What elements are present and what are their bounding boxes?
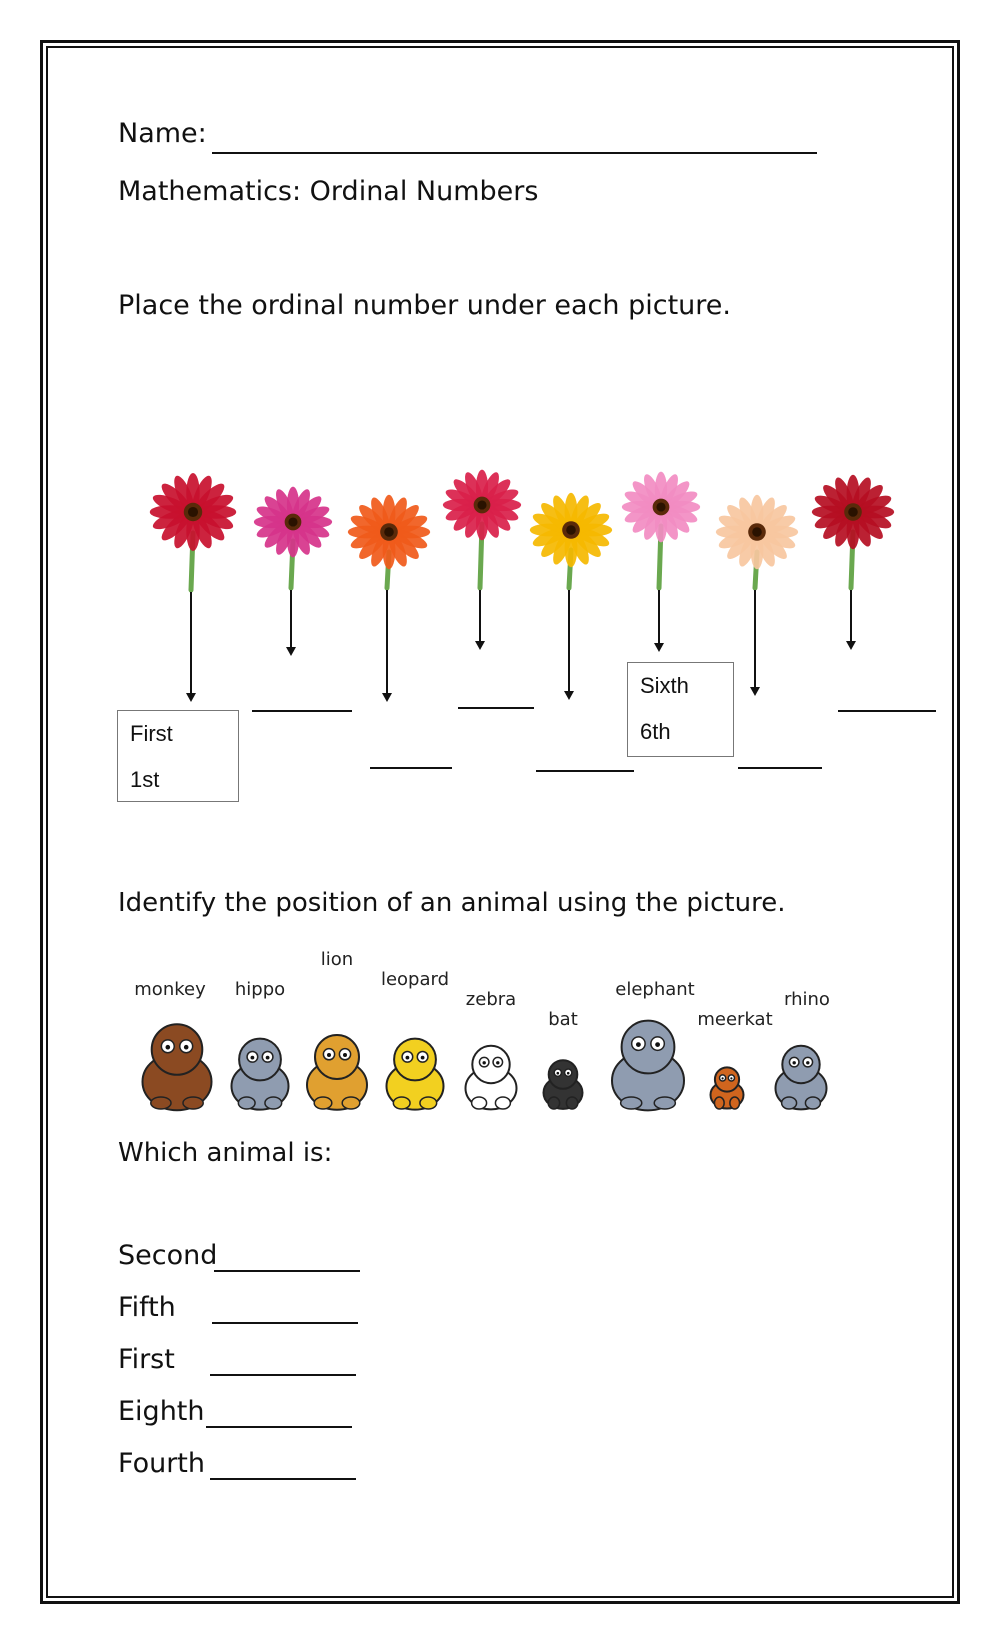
animal-label: elephant bbox=[615, 979, 695, 1000]
flower-answer-2[interactable] bbox=[252, 710, 352, 712]
subject-title: Mathematics: Ordinal Numbers bbox=[118, 176, 539, 207]
animal-label: meerkat bbox=[697, 1009, 773, 1030]
section2-instruction: Identify the position of an animal using the picture. bbox=[118, 888, 786, 918]
answer-line-eighth[interactable] bbox=[206, 1426, 352, 1428]
example-word: First bbox=[130, 721, 173, 746]
prompt-first: First bbox=[118, 1344, 175, 1375]
answer-line-first[interactable] bbox=[210, 1374, 356, 1376]
animal-label: monkey bbox=[134, 979, 206, 1000]
answer-line-fifth[interactable] bbox=[212, 1322, 358, 1324]
answer-line-second[interactable] bbox=[214, 1270, 360, 1272]
flower-2 bbox=[254, 487, 332, 588]
animal-monkey bbox=[143, 1024, 212, 1110]
question-label: Which animal is: bbox=[118, 1138, 333, 1168]
flower-answer-5[interactable] bbox=[536, 770, 634, 772]
prompt-second: Second bbox=[118, 1240, 218, 1271]
animal-label: rhino bbox=[784, 989, 830, 1010]
prompt-fourth: Fourth bbox=[118, 1448, 205, 1479]
flower-arrow-8 bbox=[846, 590, 856, 650]
flower-arrow-7 bbox=[750, 590, 760, 696]
animal-label: bat bbox=[548, 1009, 578, 1030]
animal-bat bbox=[544, 1060, 583, 1109]
flower-answer-3[interactable] bbox=[370, 767, 452, 769]
flower-1 bbox=[150, 473, 237, 590]
example-word: Sixth bbox=[640, 673, 689, 698]
page-border-inner bbox=[46, 46, 954, 1598]
animal-lion bbox=[307, 1035, 367, 1110]
flower-8 bbox=[812, 475, 894, 588]
flower-arrow-1 bbox=[186, 592, 196, 702]
flower-answer-8[interactable] bbox=[838, 710, 936, 712]
animal-label: lion bbox=[320, 949, 354, 970]
example-number: 6th bbox=[640, 719, 671, 744]
animal-label: leopard bbox=[380, 969, 450, 990]
prompt-eighth: Eighth bbox=[118, 1396, 205, 1427]
animal-hippo bbox=[232, 1039, 289, 1110]
section1-instruction: Place the ordinal number under each picture. bbox=[118, 290, 731, 321]
animal-zebra bbox=[466, 1046, 517, 1110]
flower-arrow-6 bbox=[654, 590, 664, 652]
flower-arrow-3 bbox=[382, 590, 392, 702]
flower-7 bbox=[716, 495, 798, 588]
example-box-sixth bbox=[627, 662, 734, 757]
flower-answer-4[interactable] bbox=[458, 707, 534, 709]
animal-leopard bbox=[387, 1039, 444, 1110]
flower-arrow-2 bbox=[286, 590, 296, 656]
animal-elephant bbox=[612, 1021, 684, 1111]
example-number: 1st bbox=[130, 767, 160, 792]
answer-line-fourth[interactable] bbox=[210, 1478, 356, 1480]
prompt-fifth: Fifth bbox=[118, 1292, 176, 1323]
flower-arrow-5 bbox=[564, 590, 574, 700]
animals-illustration bbox=[115, 935, 875, 1120]
name-label: Name: bbox=[118, 118, 207, 149]
flower-6 bbox=[622, 472, 700, 588]
example-box-first bbox=[117, 710, 239, 802]
flower-5 bbox=[530, 493, 612, 588]
animal-meerkat bbox=[711, 1067, 744, 1109]
flower-answer-7[interactable] bbox=[738, 767, 822, 769]
flower-arrow-4 bbox=[475, 590, 485, 650]
animal-label: hippo bbox=[234, 979, 286, 1000]
animal-label: zebra bbox=[465, 989, 517, 1010]
flower-4 bbox=[443, 470, 521, 588]
name-input-line[interactable] bbox=[212, 152, 817, 154]
flower-3 bbox=[348, 495, 430, 588]
animal-rhino bbox=[776, 1046, 827, 1110]
